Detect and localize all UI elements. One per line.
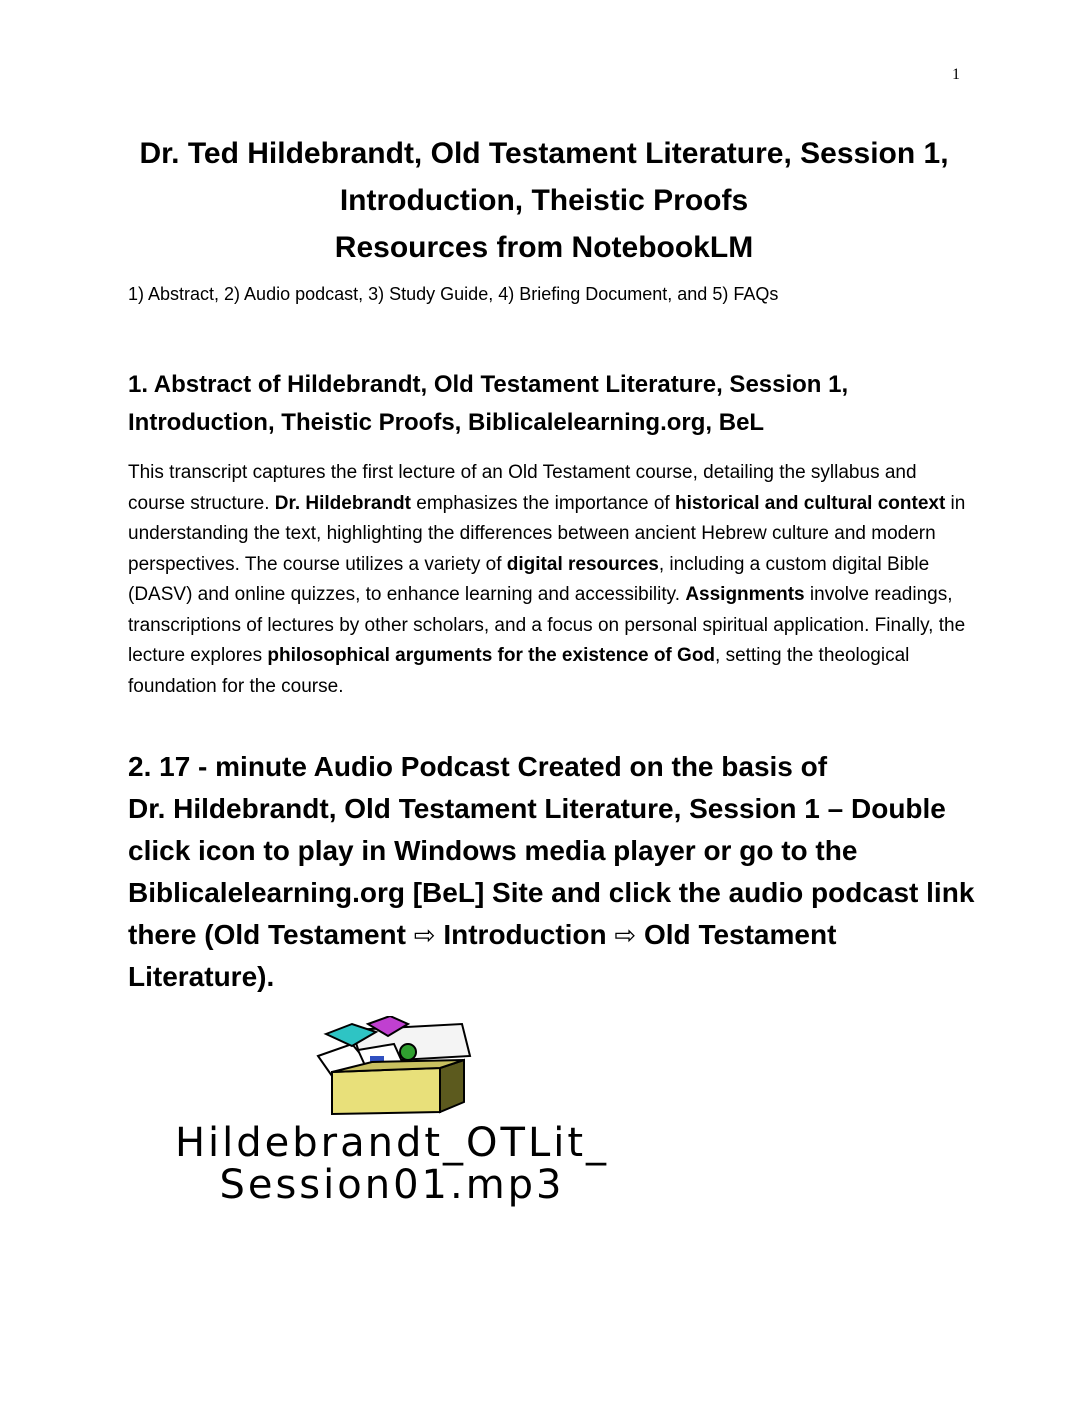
abstract-text: emphasizes the importance of xyxy=(410,492,675,514)
page-title xyxy=(100,130,988,271)
abstract-bold: Assignments xyxy=(685,584,805,605)
podcast-heading-text: Old Testament Literature). xyxy=(128,919,837,992)
title-line-3: Resources from NotebookLM xyxy=(334,231,754,264)
abstract-heading-line-1: 1. Abstract of Hildebrandt, Old Testament Literature, Session 1, xyxy=(128,371,849,398)
abstract-paragraph xyxy=(128,458,968,702)
abstract-text: This transcript captures the first lecture of an Old Testament course, detailing the syllabus and course structure. xyxy=(128,462,917,514)
podcast-heading xyxy=(128,746,978,998)
resources-list: 1) Abstract, 2) Audio podcast, 3) Study Guide, 4) Briefing Document, and 5) FAQs xyxy=(128,284,779,304)
podcast-heading-line-1: 2. 17 - minute Audio Podcast Created on the basis of xyxy=(128,751,828,782)
arrow-right-icon: ⇨ xyxy=(614,920,637,950)
podcast-heading-text: Dr. Hildebrandt, Old Testament Literature, Session 1 – Double click icon to play in Windows media player or go to the Biblicalelearning.org [BeL] Site and click the audio podcast link there (Old Testament xyxy=(128,793,975,950)
title-line-1: Dr. Ted Hildebrandt, Old Testament Literature, Session 1, xyxy=(139,137,949,170)
abstract-text: , setting the theological foundation for the course. xyxy=(128,645,910,697)
abstract-text: in understanding the text, highlighting the differences between ancient Hebrew culture and modern perspectives. The course utilizes a variety of xyxy=(128,492,966,575)
package-box-icon[interactable] xyxy=(312,1016,474,1116)
page-number: 1 xyxy=(952,66,960,83)
arrow-right-icon: ⇨ xyxy=(413,920,436,950)
abstract-heading xyxy=(128,366,968,442)
podcast-heading-body xyxy=(128,788,978,998)
file-label-line-1: Hildebrandt_OTLit_ xyxy=(174,1120,610,1166)
abstract-bold: digital resources xyxy=(506,553,659,575)
file-label[interactable] xyxy=(132,1122,652,1206)
abstract-bold: Dr. Hildebrandt xyxy=(274,492,411,514)
abstract-text: involve readings, transcriptions of lectures by other scholars, and a focus on personal spiritual application. Finally, the lecture explores xyxy=(128,584,966,666)
title-line-2: Introduction, Theistic Proofs xyxy=(339,184,749,217)
abstract-text: , including a custom digital Bible (DASV) and online quizzes, to enhance learning and accessibility. xyxy=(128,553,930,605)
abstract-bold: historical and cultural context xyxy=(675,492,946,514)
abstract-heading-line-2: Introduction, Theistic Proofs, Biblicalelearning.org, BeL xyxy=(128,409,765,436)
podcast-heading-text: Introduction xyxy=(435,919,615,950)
file-label-line-2: Session01.mp3 xyxy=(219,1162,565,1208)
abstract-bold: philosophical arguments for the existence of God xyxy=(267,645,716,666)
